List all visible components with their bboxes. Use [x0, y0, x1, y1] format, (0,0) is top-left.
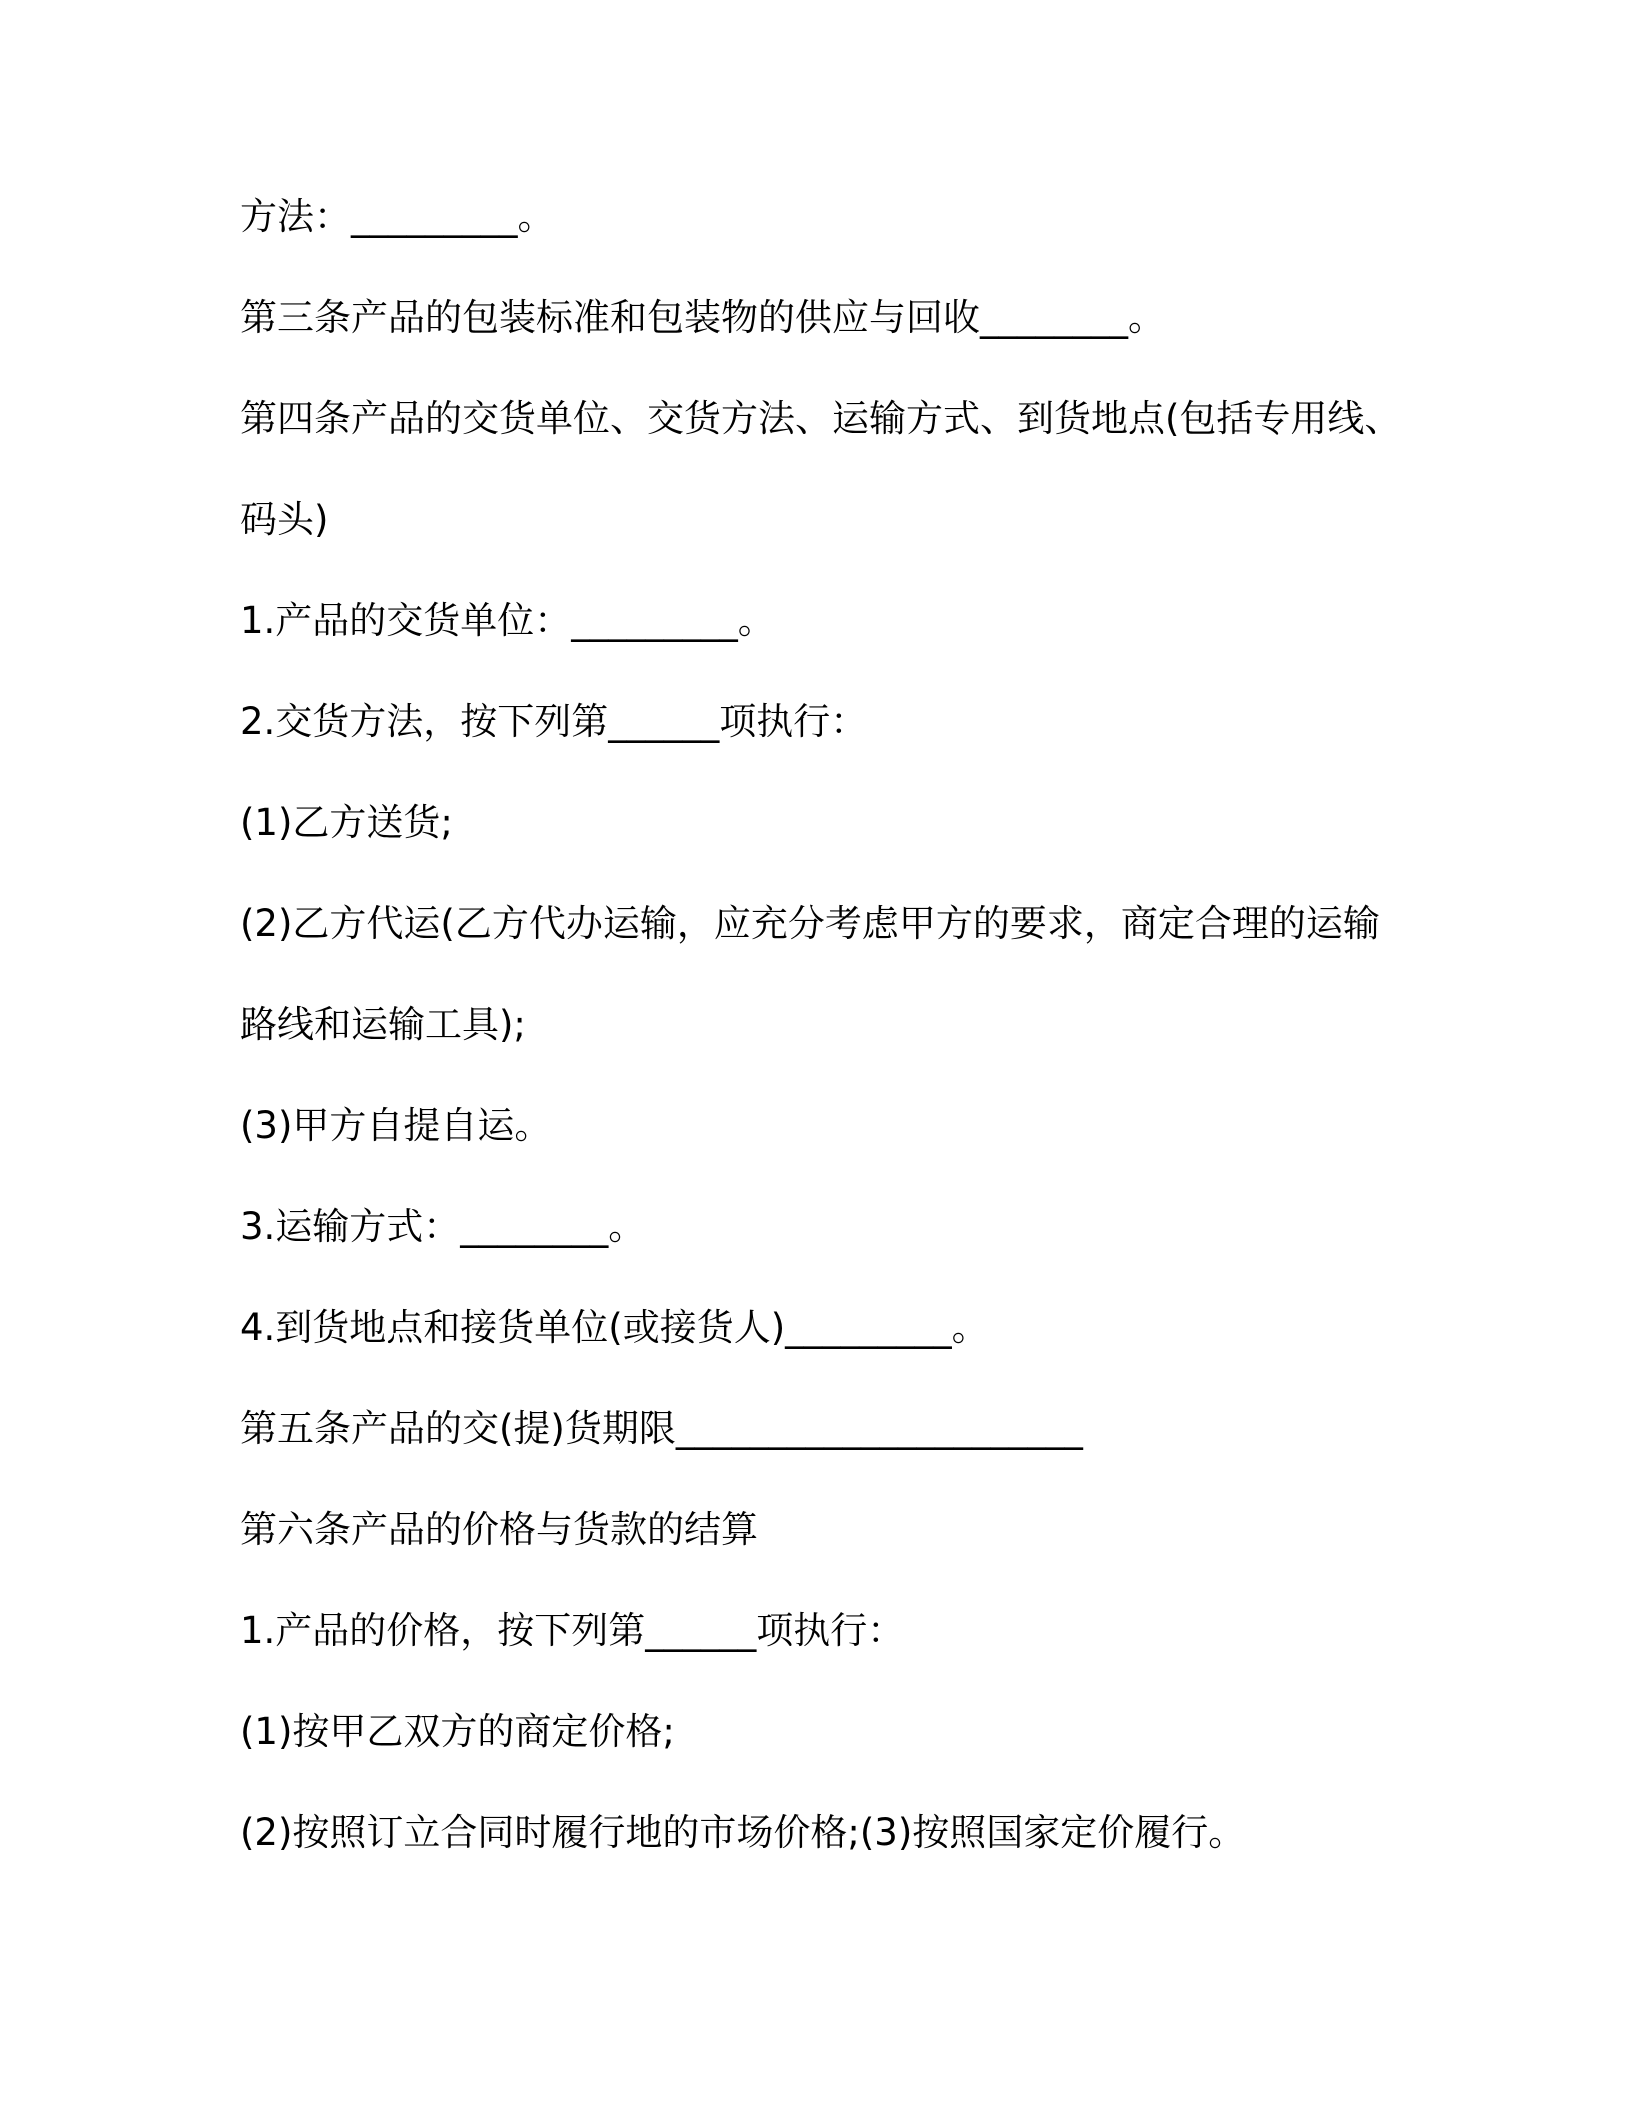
text-line: 4.到货地点和接货单位(或接货人)_________。 — [240, 1306, 989, 1349]
text-line: 1.产品的价格，按下列第______项执行： — [240, 1609, 905, 1652]
text-line: 方法：_________。 — [240, 195, 555, 238]
text-line: (3)甲方自提自运。 — [240, 1104, 552, 1147]
text-line: 第四条产品的交货单位、交货方法、运输方式、到货地点(包括专用线、 — [240, 397, 1402, 440]
text-line: 2.交货方法，按下列第______项执行： — [240, 700, 868, 743]
text-line: 第六条产品的价格与货款的结算 — [240, 1508, 758, 1551]
text-line: 1.产品的交货单位：_________。 — [240, 599, 775, 642]
text-line: (2)按照订立合同时履行地的市场价格;(3)按照国家定价履行。 — [240, 1811, 1246, 1854]
text-line: 第五条产品的交(提)货期限______________________ — [240, 1407, 1083, 1450]
text-line: 第三条产品的包装标准和包装物的供应与回收________。 — [240, 296, 1165, 339]
text-line: 路线和运输工具); — [240, 1003, 526, 1046]
text-line: 3.运输方式：________。 — [240, 1205, 646, 1248]
text-line: (2)乙方代运(乙方代办运输，应充分考虑甲方的要求，商定合理的运输 — [240, 902, 1380, 945]
text-line: (1)乙方送货; — [240, 801, 453, 844]
text-line: 码头) — [240, 498, 329, 541]
text-line: (1)按甲乙双方的商定价格; — [240, 1710, 675, 1753]
